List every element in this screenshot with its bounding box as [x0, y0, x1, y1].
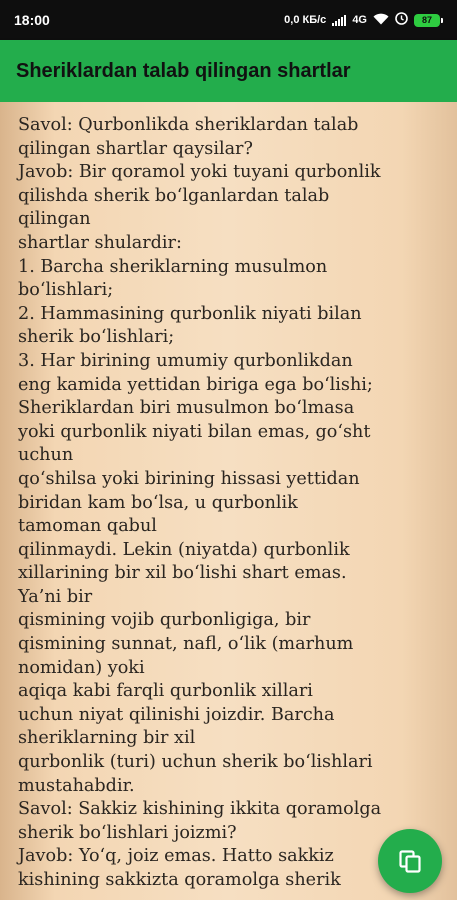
article-line: qilingan shartlar qaysilar? — [18, 138, 253, 159]
article-line: sheriklarning bir xil — [18, 728, 196, 749]
battery-icon — [414, 14, 443, 27]
app-bar — [0, 40, 457, 102]
article-line: qoʻshilsa yoki birining hissasi yettidan — [18, 468, 360, 489]
alarm-icon — [395, 12, 408, 28]
article-line: xillarining bir xil boʻlishi shart emas. — [18, 563, 347, 584]
signal-icon — [332, 15, 346, 26]
article-line: biridan kam boʻlsa, u qurbonlik — [18, 492, 298, 513]
article-line: yoki qurbonlik niyati bilan emas, goʻsht — [18, 421, 371, 442]
article-content[interactable] — [0, 102, 457, 900]
status-icons — [284, 12, 443, 28]
article-line: eng kamida yettidan biriga ega boʻlishi; — [18, 374, 373, 395]
article-line: qilishda sherik boʻlganlardan talab — [18, 185, 330, 206]
page-title: Sheriklardan talab qilingan shartlar — [16, 59, 351, 82]
article-line: Savol: Sakkiz kishining ikkita qoramolga — [18, 799, 382, 820]
article-line: 3. Har birining umumiy qurbonlikdan — [18, 350, 353, 371]
article-line: mustahabdir. — [18, 775, 135, 796]
article-line: 1. Barcha sheriklarning musulmon — [18, 256, 328, 277]
article-line: qilingan — [18, 209, 91, 230]
article-line: sherik boʻlishlari joizmi? — [18, 822, 237, 843]
wifi-icon — [373, 13, 389, 28]
article-line: 2. Hammasining qurbonlik niyati bilan — [18, 303, 362, 324]
article-line: Ya’ni bir — [18, 586, 93, 607]
article-line: qismining vojib qurbonligiga, bir — [18, 610, 311, 631]
article-line: uchun niyat qilinishi joizdir. Barcha — [18, 704, 335, 725]
article-line: boʻlishlari; — [18, 280, 114, 301]
article-line: qurbonlik (turi) uchun sherik boʻlishlari — [18, 752, 373, 773]
article-line: Savol: Qurbonlikda sheriklardan talab — [18, 115, 359, 135]
article-line: Javob: Yoʻq, joiz emas. Hatto sakkiz — [18, 846, 334, 867]
article-line: sherik boʻlishlari; — [18, 327, 175, 348]
status-time: 18:00 — [14, 12, 50, 28]
article-line: tamoman qabul — [18, 516, 157, 537]
status-bar — [0, 0, 457, 40]
article-text — [0, 102, 457, 893]
network-type: 4G — [352, 14, 367, 26]
article-line: Javob: Bir qoramol yoki tuyani qurbonlik — [18, 162, 381, 183]
article-line: nomidan) yoki — [18, 657, 145, 678]
article-line: uchun — [18, 445, 74, 466]
article-line: qilinmaydi. Lekin (niyatda) qurbonlik — [18, 539, 350, 560]
article-line: Sheriklardan biri musulmon boʻlmasa — [18, 398, 355, 419]
article-line: aqiqa kabi farqli qurbonlik xillari — [18, 681, 313, 702]
copy-icon — [397, 848, 423, 874]
article-line: shartlar shulardir: — [18, 232, 182, 253]
copy-button[interactable] — [378, 829, 442, 893]
article-line: qismining sunnat, nafl, oʻlik (marhum — [18, 634, 354, 655]
battery-level: 87 — [414, 14, 440, 27]
network-speed: 0,0 КБ/с — [284, 14, 327, 26]
article-line: kishining sakkizta qoramolga sherik — [18, 870, 341, 890]
